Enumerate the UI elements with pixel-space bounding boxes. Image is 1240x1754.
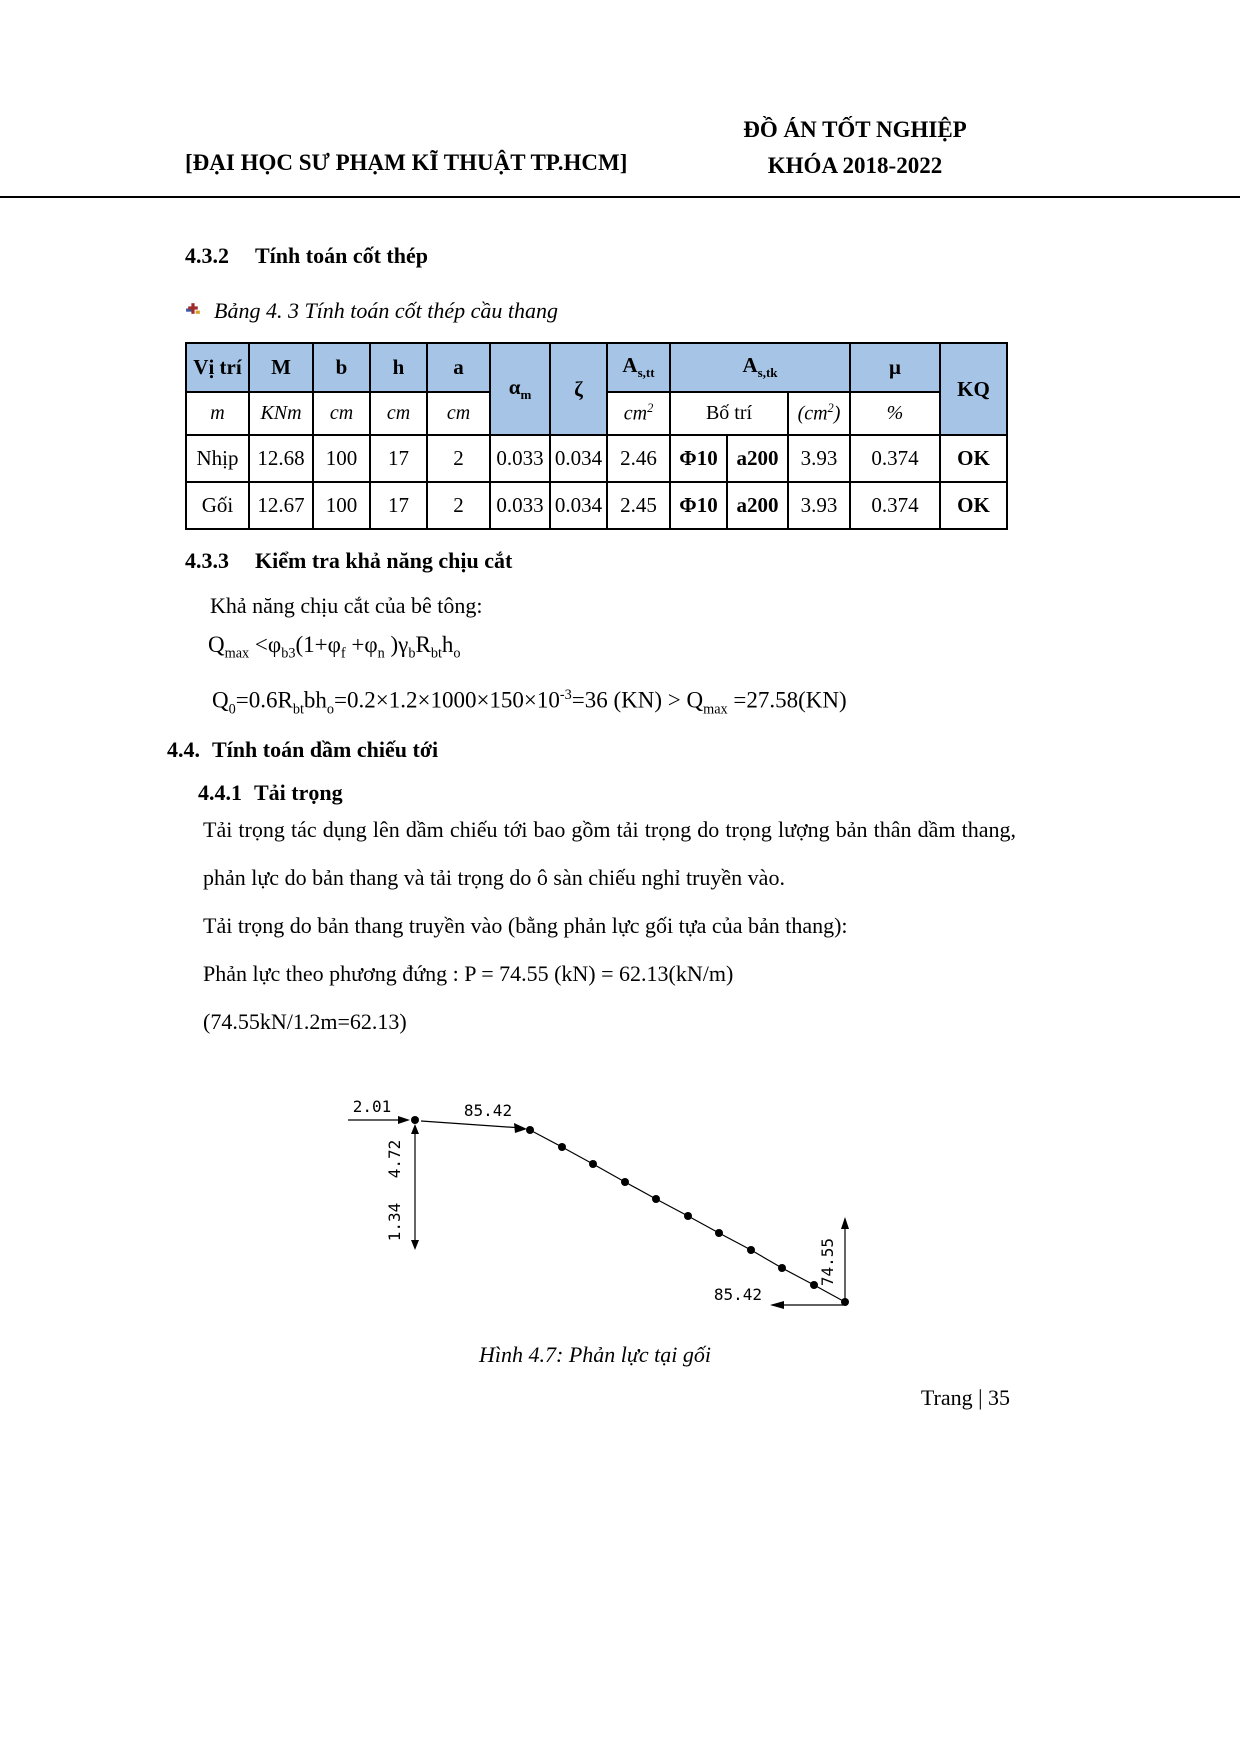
list-bullet-icon [185,300,202,322]
table-cell: 0.034 [550,482,607,529]
diagram-label-top-85-42: 85.42 [463,1101,513,1120]
load-description-block [203,806,1016,1046]
unit-cm-3: cm [427,392,490,435]
table-cell: 2.45 [607,482,670,529]
shear-capacity-intro: Khả năng chịu cắt của bê tông: [210,593,483,618]
header-thesis-line2: KHÓA 2018-2022 [767,152,943,178]
col-header-M: M [249,343,313,392]
heading-4-4-title: Tính toán dầm chiếu tới [212,737,439,762]
shear-capacity-formula: $Q_{max} <\varphi_{b3}(1+\varphi_f +\varphi_n$ )$\gamma_bR_{bt}h_o$ [208,632,461,662]
table-cell: a200 [727,482,788,529]
table-cell: 0.374 [850,435,940,482]
table-cell: 2 [427,482,490,529]
table-caption-text: Bảng 4. 3 Tính toán cốt thép cầu thang [214,298,559,323]
table-cell: 100 [313,435,370,482]
unit-cm2-paren: $(cm^2)$ [788,392,850,435]
table-cell: 2.46 [607,435,670,482]
table-cell: OK [940,482,1007,529]
paragraph-load-sources: Tải trọng tác dụng lên dầm chiếu tới bao gồm tải trọng do trọng lượng bản thân dầm thang, phản lực do bản thang và tải trọng do ô sàn chiếu nghỉ truyền vào. [203,817,1016,890]
col-header-kq: KQ [940,343,1007,435]
unit-cm-1: cm [313,392,370,435]
col-header-b: b [313,343,370,392]
table-cell: 0.033 [490,435,550,482]
col-header-h: h [370,343,427,392]
table-cell: 12.68 [249,435,313,482]
page-number: Trang | 35 [920,1385,1010,1410]
table-cell: 0.034 [550,435,607,482]
paragraph-stair-load: Tải trọng do bản thang truyền vào (bằng phản lực gối tựa của bản thang): [203,913,848,938]
rebar-calculation-table [185,342,1008,530]
table-cell: 3.93 [788,482,850,529]
shear-check-formula: $Q_0=0.6R_{bt}bh_o=0.2\times 1.2\times 1000\times 150\times 10^{-3}=36$ $(KN) > Q_{max} =27.58(KN)$ [212,687,847,718]
table-header-row-1 [186,343,1007,392]
col-header-a: a [427,343,490,392]
paragraph-reaction-calc: (74.55kN/1.2m=62.13) [203,1009,407,1034]
unit-botri: Bố trí [670,392,788,435]
table-cell: 3.93 [788,435,850,482]
heading-4-4-1 [198,780,343,806]
heading-4-4-number: 4.4. [167,737,200,762]
col-header-mu: μ [850,343,940,392]
col-header-as-tk: $A_{s,tk}$ [670,343,850,392]
diagram-label-1-34: 1.34 [385,1202,404,1242]
heading-4-4-1-title: Tải trọng [254,780,343,805]
header-university: [ĐẠI HỌC SƯ PHẠM KĨ THUẬT TP.HCM] [185,150,628,175]
diagram-label-74-55: 74.55 [818,1237,837,1287]
diagram-label-bottom-85-42: 85.42 [713,1285,762,1304]
heading-4-3-2 [185,243,428,269]
table-cell: 0.374 [850,482,940,529]
diagram-label-4-72: 4.72 [385,1139,404,1179]
unit-m: m [186,392,249,435]
unit-knm: KNm [249,392,313,435]
heading-4-3-3 [185,548,512,574]
unit-percent: % [850,392,940,435]
header-thesis-block [690,112,1020,183]
heading-4-3-2-number: 4.3.2 [185,243,229,268]
table-cell: 17 [370,482,427,529]
table-cell: Φ10 [670,435,727,482]
unit-cm2: $cm^2$ [607,392,670,435]
heading-4-4-1-number: 4.4.1 [198,780,242,805]
table-caption-row [185,298,558,324]
paragraph-vertical-reaction: Phản lực theo phương đứng : P = 74.55 (kN) = 62.13(kN/m) [203,961,734,986]
table-row-nhip [186,435,1007,482]
table-cell: Gối [186,482,249,529]
heading-4-3-2-title: Tính toán cốt thép [255,243,428,268]
heading-4-3-3-title: Kiểm tra khả năng chịu cắt [255,548,513,573]
table-cell: 12.67 [249,482,313,529]
table-cell: 2 [427,435,490,482]
table-cell: 100 [313,482,370,529]
table-cell: a200 [727,435,788,482]
heading-4-3-3-number: 4.3.3 [185,548,229,573]
table-cell: 17 [370,435,427,482]
table-cell: OK [940,435,1007,482]
reaction-diagram [300,1072,900,1342]
col-header-alpha-m: $\alpha_m$ [490,343,550,435]
col-header-zeta: ζ [550,343,607,435]
col-header-vitri: Vị trí [186,343,249,392]
diagram-label-2-01: 2.01 [352,1097,392,1116]
table-cell: Φ10 [670,482,727,529]
header-thesis-line1: ĐỒ ÁN TỐT NGHIỆP [743,117,967,142]
table-row-goi [186,482,1007,529]
figure-caption: Hình 4.7: Phản lực tại gối [479,1342,711,1367]
heading-4-4 [167,737,438,763]
table-cell: Nhịp [186,435,249,482]
unit-cm-2: cm [370,392,427,435]
table-cell: 0.033 [490,482,550,529]
header-rule [0,196,1240,198]
col-header-as-tt: $A_{s,tt}$ [607,343,670,392]
